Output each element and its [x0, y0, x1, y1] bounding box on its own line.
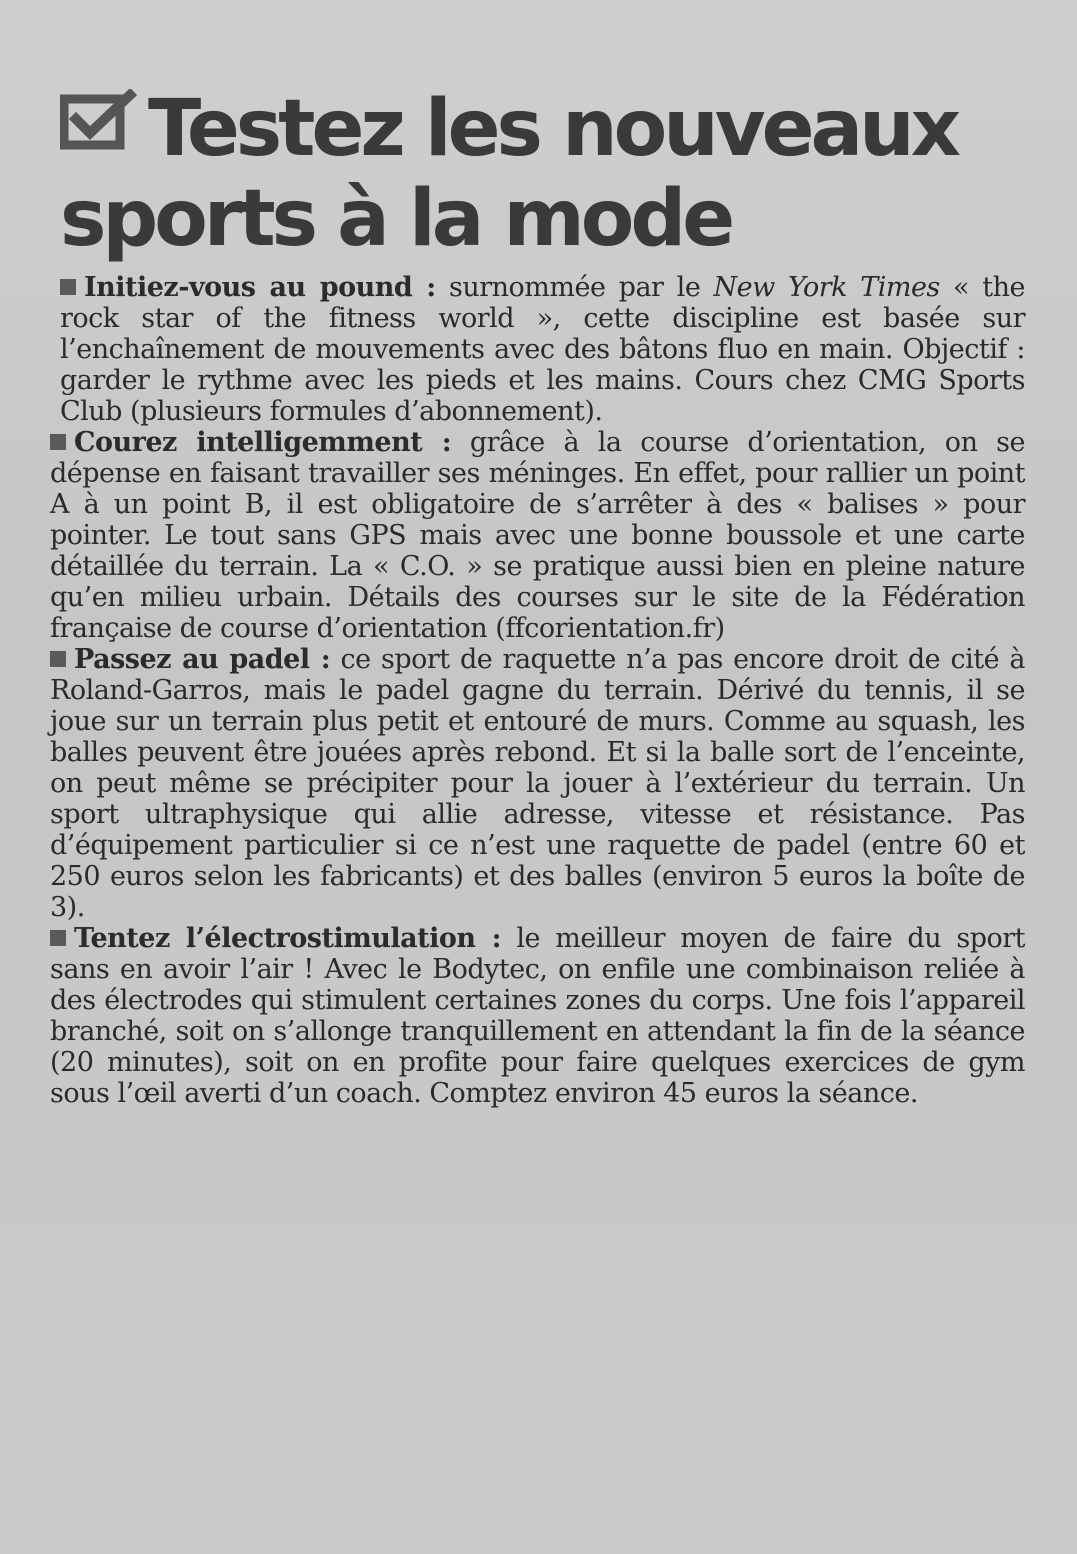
- section-electrostimulation: [50, 923, 1025, 1109]
- section-text-prefix: surnommée par le: [435, 272, 714, 303]
- section-pound: [60, 272, 1025, 427]
- headline: [60, 80, 1025, 264]
- headline-line-2: sports à la mode: [60, 174, 732, 264]
- section-lead: Initiez-vous au pound :: [84, 272, 436, 303]
- section-orientation: [50, 427, 1025, 644]
- section-text: ce sport de raquette n’a pas encore droit de cité à Roland-Garros, mais le padel gagne du terrain. Dérivé du tennis, il se joue sur un terrain plus petit et entouré de murs. Comme au squash, les balles peuvent être jouées après rebond. Et si la balle sort de l’enceinte, on peut même se précipiter pour la jouer à l’extérieur du terrain. Un sport ultraphysique qui allie adresse, vitesse et résistance. Pas d’équipement particulier si ce n’est une raquette de padel (entre 60 et 250 euros selon les fabricants) et des balles (environ 5 euros la boîte de 3).: [50, 644, 1025, 923]
- checkbox-icon: [60, 80, 138, 170]
- publication-name: New York Times: [713, 272, 940, 303]
- section-lead: Courez intelligemment :: [74, 427, 452, 458]
- square-bullet-icon: [60, 279, 76, 295]
- section-text: le meilleur moyen de faire du sport sans en avoir l’air ! Avec le Bodytec, on enfile une combinaison reliée à des électrodes qui stimulent certaines zones du corps. Une fois l’appareil branché, soit on s’allonge tranquillement en attendant la fin de la séance (20 minutes), soit on en profite pour faire quelques exercices de gym sous l’œil averti d’un coach. Comptez environ 45 euros la séance.: [50, 923, 1025, 1109]
- section-text: « the rock star of the fitness world », cette discipline est basée sur l’enchaînement de mouvements avec des bâtons fluo en main. Objectif : garder le rythme avec les pieds et les mains. Cours chez CMG Sports Club (plusieurs formules d’abonnement).: [60, 272, 1025, 427]
- section-lead: Tentez l’électrostimulation :: [74, 923, 502, 954]
- square-bullet-icon: [50, 434, 66, 450]
- square-bullet-icon: [50, 930, 66, 946]
- headline-line-1: Testez les nouveaux: [148, 84, 958, 174]
- article: [50, 80, 1025, 1109]
- square-bullet-icon: [50, 651, 66, 667]
- section-text: grâce à la course d’orientation, on se dépense en faisant travailler ses méninges. En effet, pour rallier un point A à un point B, il est obligatoire de s’arrêter à des « balises » pour pointer. Le tout sans GPS mais avec une bonne boussole et une carte détaillée du terrain. La « C.O. » se pratique aussi bien en pleine nature qu’en milieu urbain. Détails des courses sur le site de la Fédération française de course d’orientation (ffcorientation.fr): [50, 427, 1025, 644]
- section-lead: Passez au padel :: [74, 644, 331, 675]
- section-padel: [50, 644, 1025, 923]
